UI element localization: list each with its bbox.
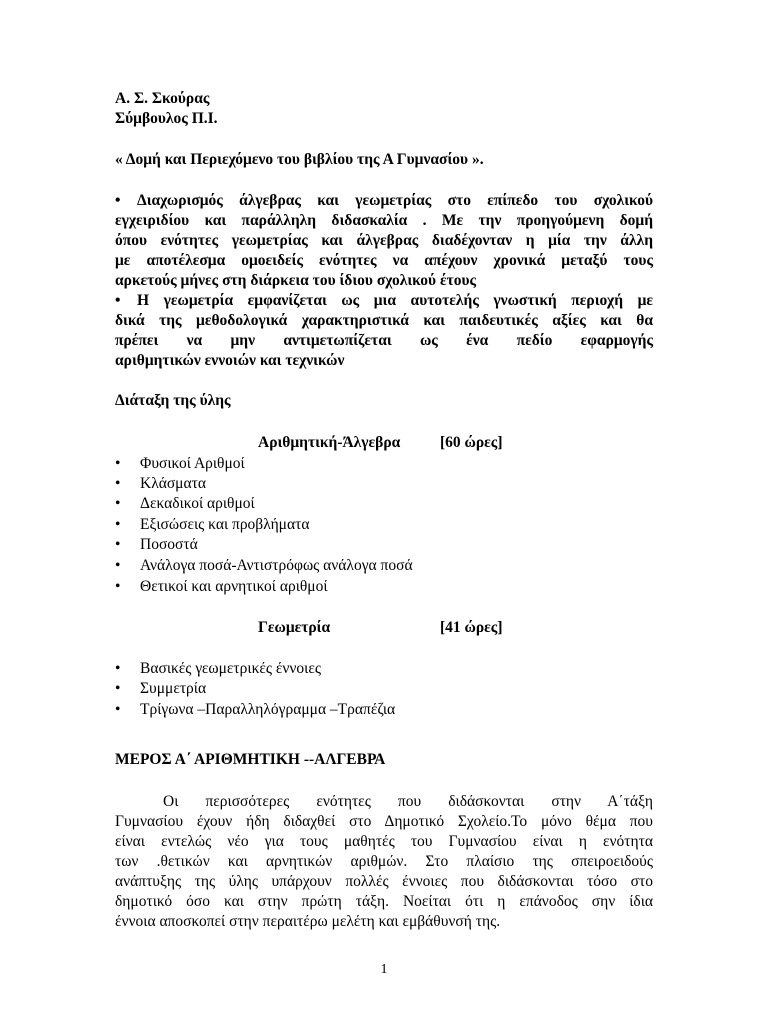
paragraph-line-3: είναι εντελώς νέο για τους μαθητές του Γυμνασίου είναι η ενότητα [115, 833, 653, 850]
list-item: • Βασικές γεωμετρικές έννοιες [115, 660, 321, 677]
intro-bullet-2-line-1: • Η γεωμετρία εμφανίζεται ως μια αυτοτελής γνωστική περιοχή με [115, 292, 653, 309]
arithmetic-section-hours: [60 ώρες] [440, 434, 503, 451]
layout-heading: Διάταξη της ύλης [115, 392, 231, 409]
intro-bullet-2-line-3: πρέπει να μην αντιμετωπίζεται ως ένα πεδίο εφαρμογής [115, 332, 653, 349]
list-item: • Κλάσματα [115, 475, 206, 492]
geometry-section-title: Γεωμετρία [258, 619, 331, 636]
list-item: • Δεκαδικοί αριθμοί [115, 495, 255, 512]
bullet-icon: • [115, 495, 121, 512]
list-item: • Εξισώσεις και προβλήματα [115, 516, 310, 533]
bullet-icon: • [115, 557, 121, 574]
list-item: • Συμμετρία [115, 680, 207, 697]
bullet-icon: • [115, 516, 121, 533]
page-number: 1 [380, 962, 388, 977]
paragraph-line-6: δημοτικό όσο και στην πρώτη τάξη. Νοείται ότι η επάνοδος σην ίδια [115, 893, 653, 910]
author-role: Σύμβουλος Π.Ι. [115, 110, 218, 127]
intro-bullet-1-line-1: • Διαχωρισμός άλγεβρας και γεωμετρίας στο επίπεδο του σχολικού [115, 192, 653, 209]
bullet-icon: • [115, 680, 121, 697]
paragraph-line-5: ανάπτυξης της ύλης υπάρχουν πολλές έννοιες που διδάσκονται τόσο στο [115, 873, 653, 890]
intro-bullet-1-line-2: εγχειριδίου και παράλληλη διδασκαλία . Με την προηγούμενη δομή [115, 212, 653, 229]
bullet-icon: • [115, 455, 121, 472]
paragraph-line-4: των .θετικών και αρνητικών αριθμών. Στο πλαίσιο της σπειροειδούς [115, 853, 653, 870]
intro-bullet-2-line-4: αριθμητικών εννοιών και τεχνικών [115, 352, 345, 369]
arithmetic-section-title: Αριθμητική-Άλγεβρα [258, 434, 401, 451]
bullet-icon: • [115, 536, 121, 553]
list-item: • Ανάλογα ποσά-Αντιστρόφως ανάλογα ποσά [115, 557, 413, 574]
list-item: • Τρίγωνα –Παραλληλόγραμμα –Τραπέζια [115, 701, 396, 718]
geometry-section-hours: [41 ώρες] [440, 619, 503, 636]
bullet-icon: • [115, 292, 121, 309]
bullet-icon: • [115, 701, 121, 718]
intro-bullet-1-line-5: αρκετούς μήνες στη διάρκεια του ίδιου σχολικού έτους [115, 272, 477, 289]
list-item: • Φυσικοί Αριθμοί [115, 455, 245, 472]
paragraph-line-7: έννοια αποσκοπεί στην περαιτέρω μελέτη και εμβάθυνσή της. [115, 913, 501, 930]
intro-bullet-2-line-2: δικά της μεθοδολογικά χαρακτηριστικά και παιδευτικές αξίες και θα [115, 312, 653, 329]
document-title: « Δομή και Περιεχόμενο του βιβλίου της Α Γυμνασίου ». [115, 151, 484, 168]
list-item: • Ποσοστά [115, 536, 198, 553]
bullet-icon: • [115, 578, 121, 595]
intro-bullet-1-line-3: όπου ενότητες γεωμετρίας και άλγεβρας διαδέχονταν η μία την άλλη [115, 232, 653, 249]
part-heading: ΜΕΡΟΣ Α΄ ΑΡΙΘΜΗΤΙΚΗ --ΑΛΓΕΒΡΑ [115, 751, 386, 768]
author-name: Α. Σ. Σκούρας [115, 90, 210, 107]
list-item: • Θετικοί και αρνητικοί αριθμοί [115, 578, 328, 595]
bullet-icon: • [115, 475, 121, 492]
bullet-icon: • [115, 660, 121, 677]
intro-bullet-1-line-4: με αποτέλεσμα ομοειδείς ενότητες να απέχουν χρονικά μεταξύ τους [115, 252, 653, 269]
paragraph-line-1: Οι περισσότερες ενότητες που διδάσκονται στην Α΄τάξη [163, 793, 653, 810]
paragraph-line-2: Γυμνασίου έχουν ήδη διδαχθεί στο Δημοτικό Σχολείο.Το μόνο θέμα που [115, 813, 653, 830]
bullet-icon: • [115, 192, 121, 209]
